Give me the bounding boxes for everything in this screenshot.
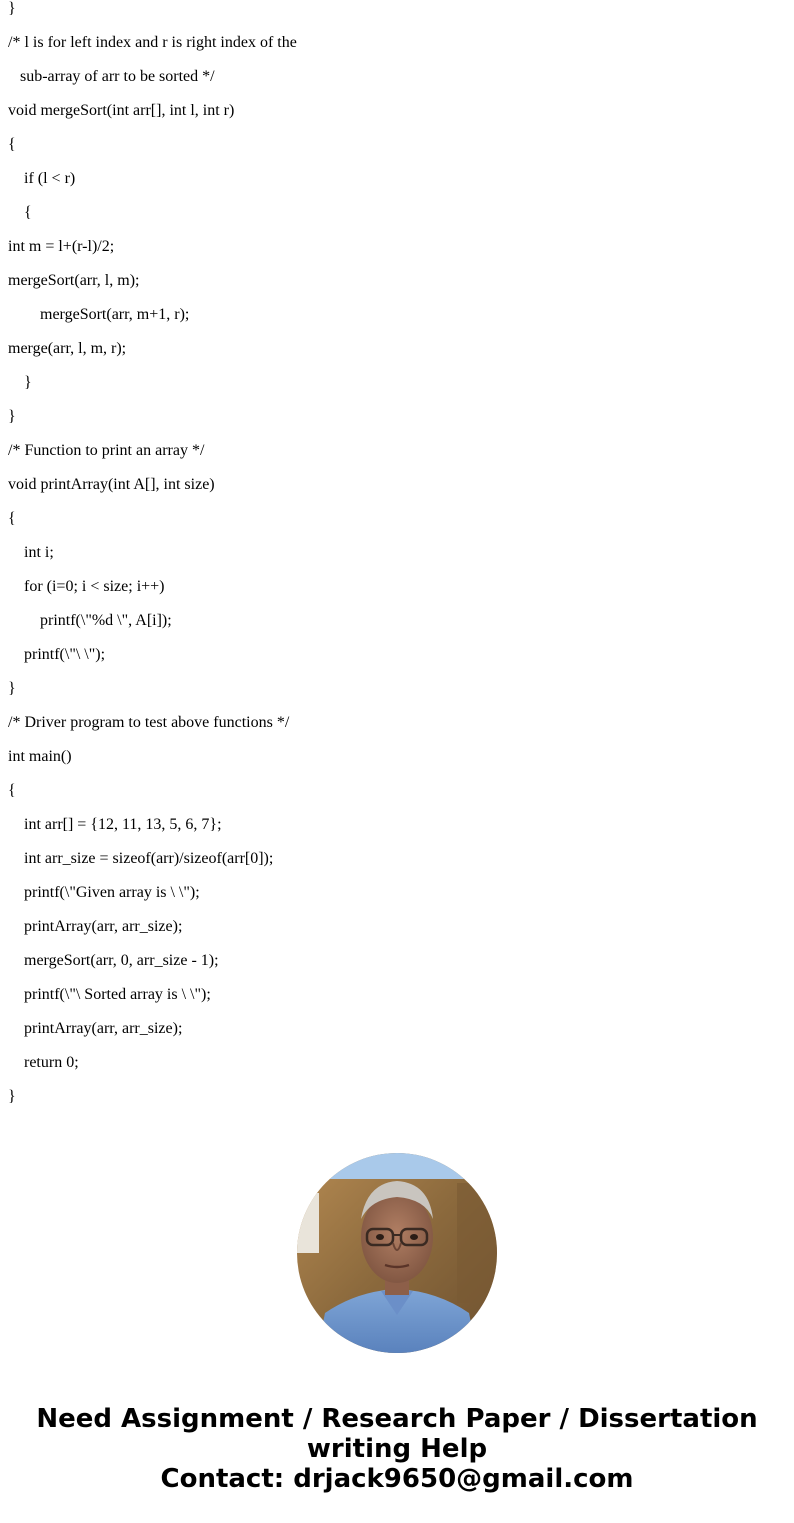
promo-line-2: writing Help [306,1434,488,1464]
code-line: mergeSort(arr, 0, arr_size - 1); [8,952,219,969]
promo-line-1: Need Assignment / Research Paper / Dissertation [36,1404,758,1434]
code-line: printf(\"%d \", A[i]); [8,612,172,629]
code-line: int arr_size = sizeof(arr)/sizeof(arr[0]); [8,850,274,867]
code-line: printf(\"\ Sorted array is \ \"); [8,986,211,1003]
promo-contact: Contact: drjack9650@gmail.com [160,1464,634,1494]
code-line: } [8,374,32,391]
code-line: mergeSort(arr, m+1, r); [8,306,190,323]
code-line: return 0; [8,1054,79,1071]
code-line: printf(\"Given array is \ \"); [8,884,200,901]
code-line: void printArray(int A[], int size) [8,476,215,493]
code-line: for (i=0; i < size; i++) [8,578,165,595]
code-line: printArray(arr, arr_size); [8,1020,183,1037]
code-line: if (l < r) [8,170,76,187]
code-line: /* l is for left index and r is right index of the [8,34,297,51]
author-portrait-illustration [297,1153,497,1353]
code-line: printArray(arr, arr_size); [8,918,183,935]
code-line: { [8,136,16,153]
code-line: int i; [8,544,54,561]
code-line: int m = l+(r-l)/2; [8,238,115,255]
code-line: merge(arr, l, m, r); [8,340,127,357]
code-line: /* Function to print an array */ [8,442,205,459]
code-line: } [8,0,16,17]
code-line: int main() [8,748,72,765]
code-line: mergeSort(arr, l, m); [8,272,140,289]
code-line: int arr[] = {12, 11, 13, 5, 6, 7}; [8,816,222,833]
code-line: } [8,1088,16,1105]
code-line: /* Driver program to test above functions */ [8,714,290,731]
code-line: printf(\"\ \"); [8,646,106,663]
code-line: } [8,408,16,425]
promo-banner [0,1404,794,1494]
code-line: { [8,782,16,799]
code-line: sub-array of arr to be sorted */ [8,68,215,85]
code-line: } [8,680,16,697]
code-line: { [8,204,32,221]
code-line: { [8,510,16,527]
code-line: void mergeSort(int arr[], int l, int r) [8,102,235,119]
author-avatar [297,1153,497,1353]
